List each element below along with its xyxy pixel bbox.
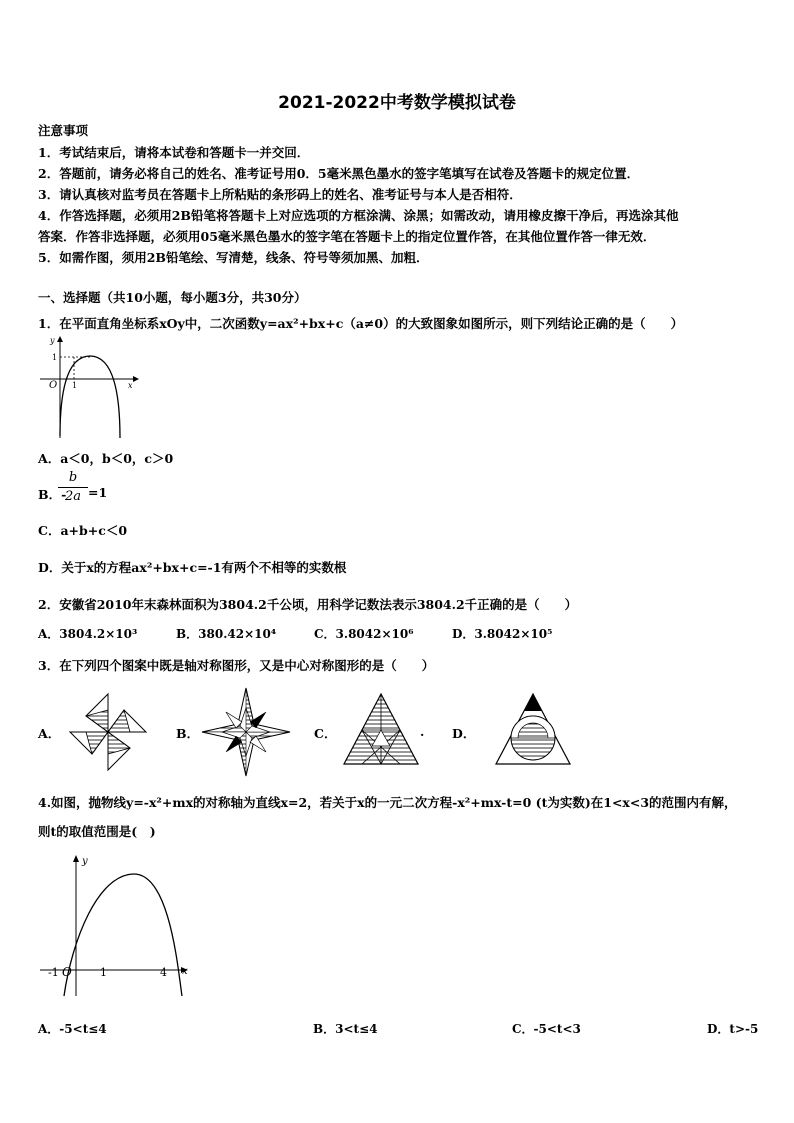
notice-item: 4．作答选择题，必须用2B铅笔将答题卡上对应选项的方框涂满、涂黑；如需改动，请用橡皮擦干净后，再选涂其他 [38, 208, 679, 223]
option-c: C．-5<t<3 [512, 1022, 581, 1036]
option-a: A．a＜0，b＜0，c＞0 [38, 451, 174, 466]
origin-label: O [62, 965, 72, 979]
question-4-stem-line-2: 则t的取值范围是( ) [38, 824, 156, 839]
fraction-denominator: 2a [58, 487, 88, 506]
option-b-prefix: B．- [38, 487, 67, 502]
option-a: A．-5<t≤4 [38, 1022, 107, 1036]
tick-label-x-1: 1 [72, 381, 78, 390]
question-2-stem: 2．安徽省2010年末森林面积为3804.2千公顷，用科学记数法表示3804.2千正确的是（ ） [38, 597, 578, 612]
question-1-graph [36, 334, 146, 442]
option-b: B．380.42×10⁴ [176, 627, 277, 641]
notice-item: 3．请认真核对监考员在答题卡上所粘贴的条形码上的姓名、准考证号与本人是否相符． [38, 187, 522, 202]
y-axis-arrow [57, 336, 63, 342]
x-axis-arrow [133, 376, 139, 382]
tick-label-1: 1 [100, 966, 107, 979]
notice-item: 答案．作答非选择题，必须用05毫米黑色墨水的签字笔在答题卡上的指定位置作答，在其他位置作答一律无效． [38, 229, 656, 244]
section-heading: 一、选择题（共10小题，每小题3分，共30分） [38, 290, 307, 305]
option-b-suffix: =1 [88, 485, 108, 500]
option-c-label: C． [314, 726, 337, 741]
star-pattern [200, 686, 292, 778]
tick-label-neg1: -1 [48, 966, 59, 979]
fraction-numerator: b [68, 470, 78, 485]
page-title: 2021-2022中考数学模拟试卷 [278, 93, 516, 113]
notice-heading: 注意事项 [38, 123, 89, 138]
option-a-label: A． [38, 726, 61, 741]
circle-triangle-pattern [492, 690, 574, 768]
fraction [58, 469, 88, 506]
x-axis-label: x [128, 381, 133, 390]
option-d: D．t>-5 [707, 1022, 759, 1036]
question-3-stem: 3．在下列四个图案中既是轴对称图形，又是中心对称图形的是（ ） [38, 658, 435, 673]
parabola [60, 356, 120, 438]
question-4-graph [36, 850, 196, 998]
origin-label: O [49, 380, 58, 391]
option-b: B．3<t≤4 [313, 1022, 378, 1036]
tick-label-y-1: 1 [52, 353, 58, 362]
hatched-triangle-pattern [340, 690, 425, 768]
option-d: D．3.8042×10⁵ [452, 627, 553, 641]
option-c: C．3.8042×10⁶ [314, 627, 414, 641]
option-b-label: B． [176, 726, 200, 741]
question-4-stem-line-1: 4.如图，抛物线y=-x²+mx的对称轴为直线x=2，若关于x的一元二次方程-x²+mx-t=0 (t为实数)在1<x<3的范围内有解， [38, 795, 737, 810]
option-a: A．3804.2×10³ [38, 627, 138, 641]
question-1-stem: 1．在平面直角坐标系xOy中，二次函数y=ax²+bx+c（a≠0）的大致图象如图所示，则下列结论正确的是（ ） [38, 316, 684, 331]
y-axis-arrow [73, 855, 79, 862]
option-d-label: D． [452, 726, 476, 741]
y-axis-label: y [50, 336, 55, 345]
option-c: C．a+b+c＜0 [38, 523, 128, 538]
notice-item: 1．考试结束后，请将本试卷和答题卡一并交回． [38, 145, 310, 160]
windmill-pattern [66, 690, 150, 774]
option-d: D．关于x的方程ax²+bx+c=-1有两个不相等的实数根 [38, 560, 347, 575]
notice-item: 2．答题前，请务必将自己的姓名、准考证号用0．5毫米黑色墨水的签字笔填写在试卷及答题卡的规定位置． [38, 166, 640, 181]
separator-dot: . [420, 724, 425, 739]
y-axis-label: y [82, 856, 88, 867]
notice-item: 5．如需作图，须用2B铅笔绘、写清楚，线条、符号等须加黑、加粗． [38, 250, 429, 265]
x-axis-label: x [182, 966, 188, 977]
tick-label-4: 4 [160, 966, 167, 979]
